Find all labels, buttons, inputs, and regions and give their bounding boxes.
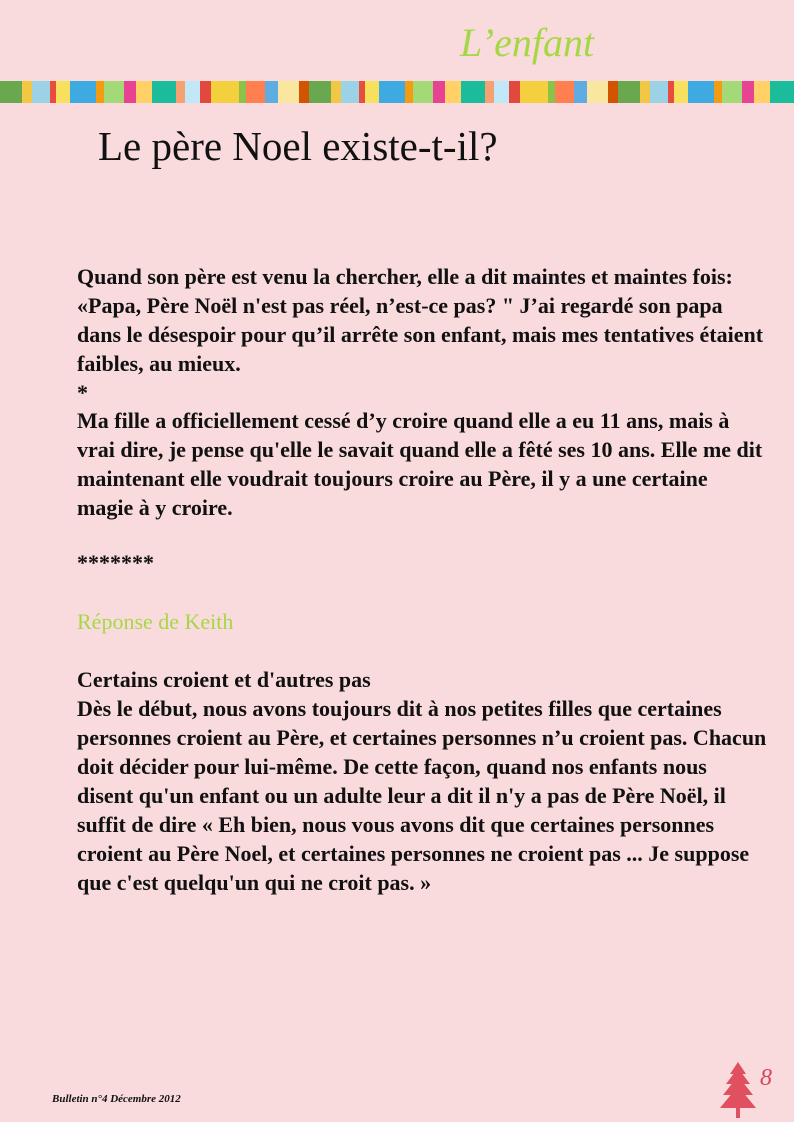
stripe-segment <box>96 81 104 103</box>
stripe-segment <box>299 81 309 103</box>
bulletin-footer: Bulletin n°4 Décembre 2012 <box>52 1093 181 1105</box>
stripe-segment <box>200 81 211 103</box>
star-separator: * <box>77 380 88 405</box>
stripe-segment <box>278 81 299 103</box>
stripe-segment <box>742 81 754 103</box>
stripe-segment <box>461 81 485 103</box>
stripe-segment <box>445 81 461 103</box>
stripe-segment <box>211 81 239 103</box>
stripe-segment <box>246 81 265 103</box>
stripe-segment <box>152 81 176 103</box>
stripe-segment <box>405 81 413 103</box>
stripe-segment <box>608 81 618 103</box>
stripe-segment <box>0 81 22 103</box>
stripe-segment <box>70 81 96 103</box>
stripe-segment <box>722 81 742 103</box>
stripe-segment <box>714 81 722 103</box>
asterisk-separator: ******* <box>77 550 154 575</box>
stripe-segment <box>770 81 794 103</box>
response-body: Dès le début, nous avons toujours dit à nos petites filles que certaines personnes croient au Père, et certaines personnes n’u croient pas. Chacun doit décider pour lui-même. De cette façon, quand nos enfants nous disent qu'un enfant ou un adulte leur a dit il n'y a pas de Père Noël, il suffit de dire « Eh bien, nous vous avons dit que certaines personnes croient au Père Noel, et certaines personnes ne croient pas ... Je suppose que c'est quelqu'un qui ne croit pas. » <box>77 696 767 895</box>
stripe-segment <box>22 81 32 103</box>
stripe-segment <box>136 81 152 103</box>
stripe-segment <box>688 81 714 103</box>
stripe-segment <box>587 81 608 103</box>
stripe-segment <box>650 81 668 103</box>
stripe-segment <box>520 81 548 103</box>
stripe-segment <box>365 81 379 103</box>
stripe-segment <box>433 81 445 103</box>
stripe-segment <box>239 81 246 103</box>
response-heading: Réponse de Keith <box>77 609 234 634</box>
section-label: L’enfant <box>460 20 595 65</box>
stripe-segment <box>413 81 433 103</box>
stripe-segment <box>379 81 405 103</box>
stripe-segment <box>485 81 494 103</box>
stripe-segment <box>331 81 341 103</box>
paragraph-1: Quand son père est venu la chercher, elle a dit maintes et maintes fois: «Papa, Père Noël n'est pas réel, n’est-ce pas? " J’ai regardé son papa dans le désespoir pour qu’il arrête son enfant, mais mes tentatives étaient faibles, au mieux. <box>77 264 764 376</box>
article-title: Le père Noel existe-t-il? <box>98 123 498 169</box>
stripe-segment <box>574 81 587 103</box>
stripe-segment <box>674 81 688 103</box>
stripe-segment <box>494 81 509 103</box>
decorative-color-stripe <box>0 81 794 103</box>
stripe-segment <box>640 81 650 103</box>
stripe-segment <box>185 81 200 103</box>
stripe-segment <box>618 81 640 103</box>
stripe-segment <box>341 81 359 103</box>
christmas-tree-icon <box>720 1062 756 1120</box>
stripe-segment <box>754 81 770 103</box>
stripe-segment <box>56 81 70 103</box>
paragraph-2: Ma fille a officiellement cessé d’y croire quand elle a eu 11 ans, mais à vrai dire, je pense qu'elle le savait quand elle a fêté ses 10 ans. Elle me dit maintenant elle voudrait toujours croire au Père, il y a une certaine magie à y croire. <box>77 408 763 520</box>
stripe-segment <box>32 81 50 103</box>
stripe-segment <box>309 81 331 103</box>
response-lead: Certains croient et d'autres pas <box>77 667 371 692</box>
stripe-segment <box>548 81 555 103</box>
stripe-segment <box>176 81 185 103</box>
stripe-segment <box>104 81 124 103</box>
stripe-segment <box>555 81 574 103</box>
stripe-segment <box>124 81 136 103</box>
stripe-segment <box>509 81 520 103</box>
stripe-segment <box>265 81 278 103</box>
page-number: 8 <box>760 1065 772 1091</box>
